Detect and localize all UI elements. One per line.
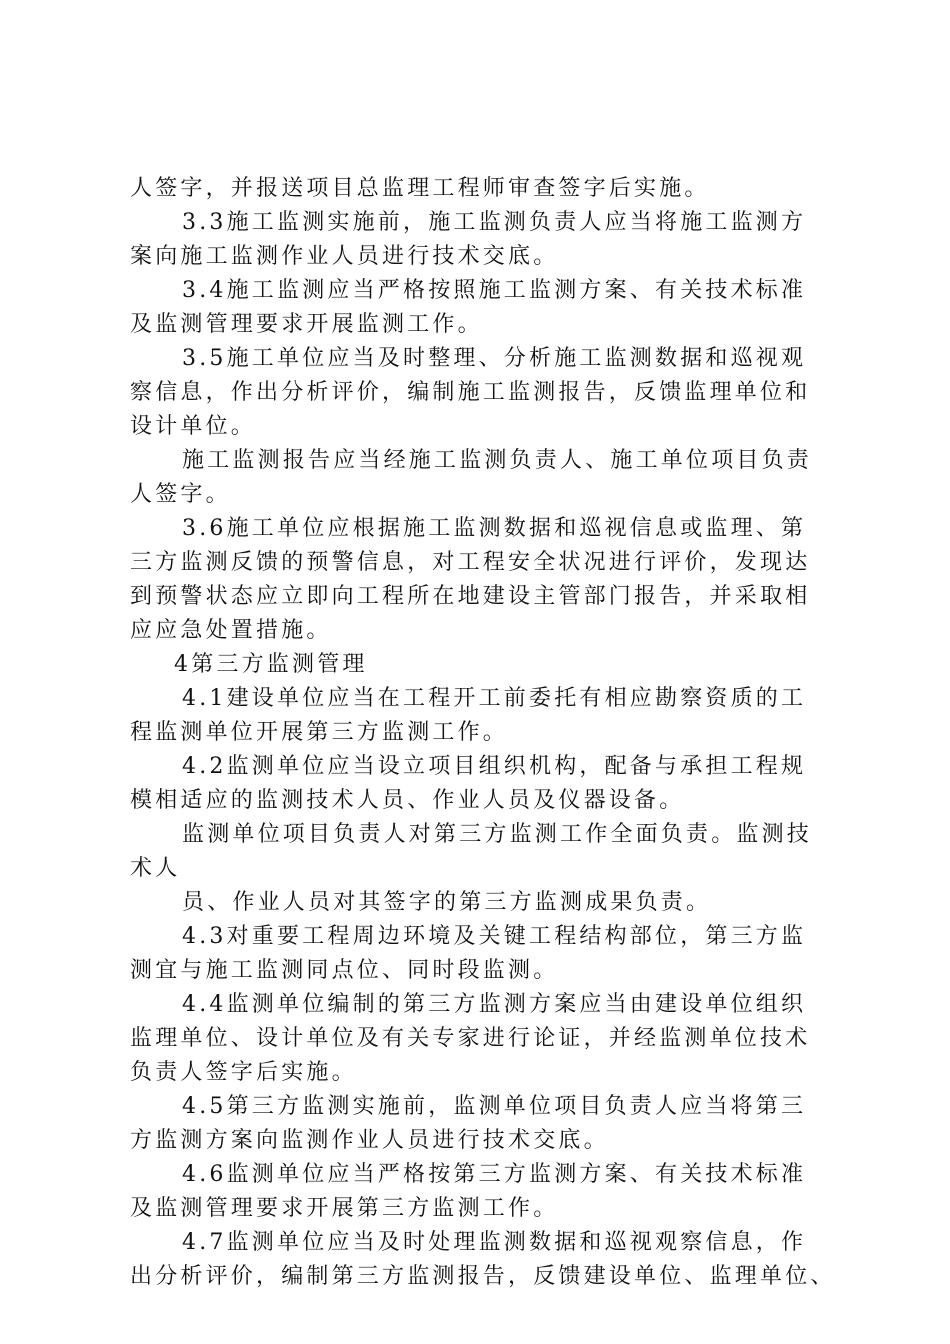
text-line: 测宜与施工监测同点位、同时段监测。 bbox=[130, 958, 559, 983]
text-line: 及监测管理要求开展第三方监测工作。 bbox=[130, 1196, 559, 1221]
paragraph-4-1: 4.1建设单位应当在工程开工前委托有相应勘察资质的工 bbox=[182, 686, 807, 711]
text-line: 员、作业人员对其签字的第三方监测成果负责。 bbox=[182, 890, 712, 915]
text-line: 人签字，并报送项目总监理工程师审查签字后实施。 bbox=[130, 176, 710, 201]
paragraph-3-6: 3.6施工单位应根据施工监测数据和巡视信息或监理、第 bbox=[182, 516, 807, 541]
text-line: 及监测管理要求开展监测工作。 bbox=[130, 312, 483, 337]
paragraph-4-6: 4.6监测单位应当严格按第三方监测方案、有关技术标准 bbox=[182, 1162, 807, 1187]
text-line: 案向施工监测作业人员进行技术交底。 bbox=[130, 244, 559, 269]
paragraph-3-3: 3.3施工监测实施前，施工监测负责人应当将施工监测方 bbox=[182, 210, 807, 235]
text-line: 监理单位、设计单位及有关专家进行论证，并经监测单位技术 bbox=[130, 1026, 811, 1051]
paragraph-4-3: 4.3对重要工程周边环境及关键工程结构部位，第三方监 bbox=[182, 924, 807, 949]
text-line: 人签字。 bbox=[130, 482, 231, 507]
paragraph-4-5: 4.5第三方监测实施前，监测单位项目负责人应当将第三 bbox=[182, 1094, 807, 1119]
paragraph-4-2: 4.2监测单位应当设立项目组织机构，配备与承担工程规 bbox=[182, 754, 807, 779]
text-line: 程监测单位开展第三方监测工作。 bbox=[130, 720, 509, 745]
text-line: 负责人签字后实施。 bbox=[130, 1060, 357, 1085]
paragraph-3-5: 3.5施工单位应当及时整理、分析施工监测数据和巡视观 bbox=[182, 346, 807, 371]
paragraph-project-lead: 监测单位项目负责人对第三方监测工作全面负责。监测技 bbox=[182, 822, 813, 847]
section-heading-4: 4第三方监测管理 bbox=[174, 652, 368, 677]
paragraph-4-4: 4.4监测单位编制的第三方监测方案应当由建设单位组织 bbox=[182, 992, 807, 1017]
text-line: 出分析评价，编制第三方监测报告，反馈建设单位、监理单位、 bbox=[130, 1264, 836, 1289]
text-line: 模相适应的监测技术人员、作业人员及仪器设备。 bbox=[130, 788, 685, 813]
text-line: 察信息，作出分析评价，编制施工监测报告，反馈监理单位和 bbox=[130, 380, 811, 405]
text-line: 设计单位。 bbox=[130, 414, 257, 439]
document-body bbox=[130, 172, 840, 1294]
text-line: 三方监测反馈的预警信息，对工程安全状况进行评价，发现达 bbox=[130, 550, 811, 575]
text-line: 到预警状态应立即向工程所在地建设主管部门报告，并采取相 bbox=[130, 584, 811, 609]
text-line: 术人 bbox=[130, 856, 181, 881]
paragraph-4-7: 4.7监测单位应当及时处理监测数据和巡视观察信息，作 bbox=[182, 1230, 807, 1255]
text-line: 应应急处置措施。 bbox=[130, 618, 332, 643]
paragraph-report-signature: 施工监测报告应当经施工监测负责人、施工单位项目负责 bbox=[182, 448, 813, 473]
paragraph-3-4: 3.4施工监测应当严格按照施工监测方案、有关技术标准 bbox=[182, 278, 807, 303]
text-line: 方监测方案向监测作业人员进行技术交底。 bbox=[130, 1128, 609, 1153]
